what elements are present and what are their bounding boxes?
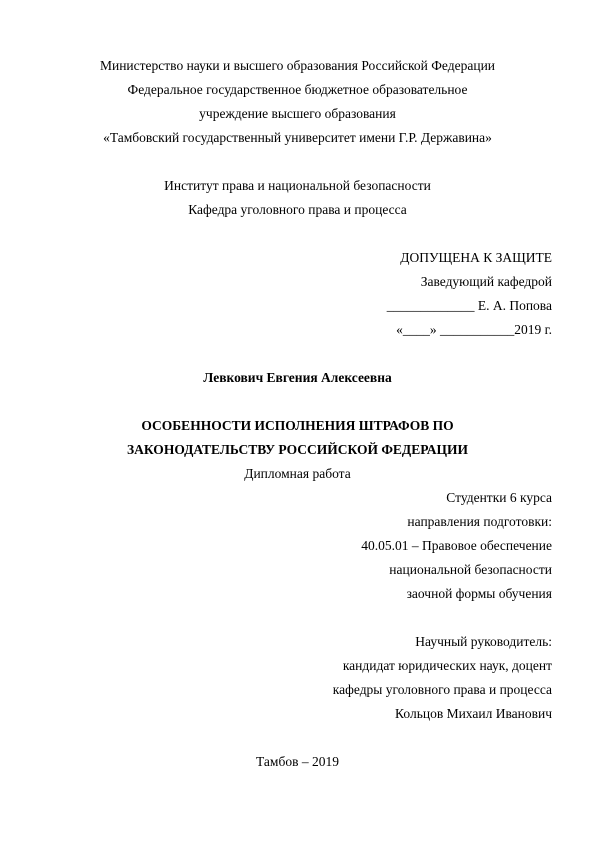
federal-institution-line: Федеральное государственное бюджетное образовательное [127, 82, 468, 97]
author-name: Левкович Евгения Алексеевна [203, 370, 392, 385]
signature-line: _____________ Е. А. Попова [386, 298, 552, 313]
student-course: Студентки 6 курса [446, 490, 552, 505]
student-direction-name: национальной безопасности [389, 562, 552, 577]
institute-name: Институт права и национальной безопасности [164, 178, 431, 193]
supervisor-department: кафедры уголовного права и процесса [332, 682, 552, 697]
department-name: Кафедра уголовного права и процесса [188, 202, 407, 217]
date-line: «____» ___________2019 г. [396, 322, 552, 337]
thesis-title-line1: ОСОБЕННОСТИ ИСПОЛНЕНИЯ ШТРАФОВ ПО [141, 418, 454, 433]
ministry-line: Министерство науки и высшего образования Российской Федерации [99, 58, 496, 73]
approval-title: ДОПУЩЕНА К ЗАЩИТЕ [400, 250, 552, 265]
university-line: «Тамбовский государственный университет имени Г.Р. Державина» [103, 130, 492, 145]
supervisor-label: Научный руководитель: [415, 634, 552, 649]
higher-education-line: учреждение высшего образования [199, 106, 396, 121]
supervisor-degree: кандидат юридических наук, доцент [342, 658, 552, 673]
student-direction-label: направления подготовки: [407, 514, 552, 529]
student-study-form: заочной формы обучения [406, 586, 552, 601]
thesis-title-line2: ЗАКОНОДАТЕЛЬСТВУ РОССИЙСКОЙ ФЕДЕРАЦИИ [126, 442, 468, 457]
city-year: Тамбов – 2019 [256, 754, 339, 769]
head-role: Заведующий кафедрой [420, 274, 552, 289]
supervisor-name: Кольцов Михаил Иванович [395, 706, 552, 721]
thesis-type: Дипломная работа [244, 466, 351, 481]
student-direction-code: 40.05.01 – Правовое обеспечение [361, 538, 552, 553]
